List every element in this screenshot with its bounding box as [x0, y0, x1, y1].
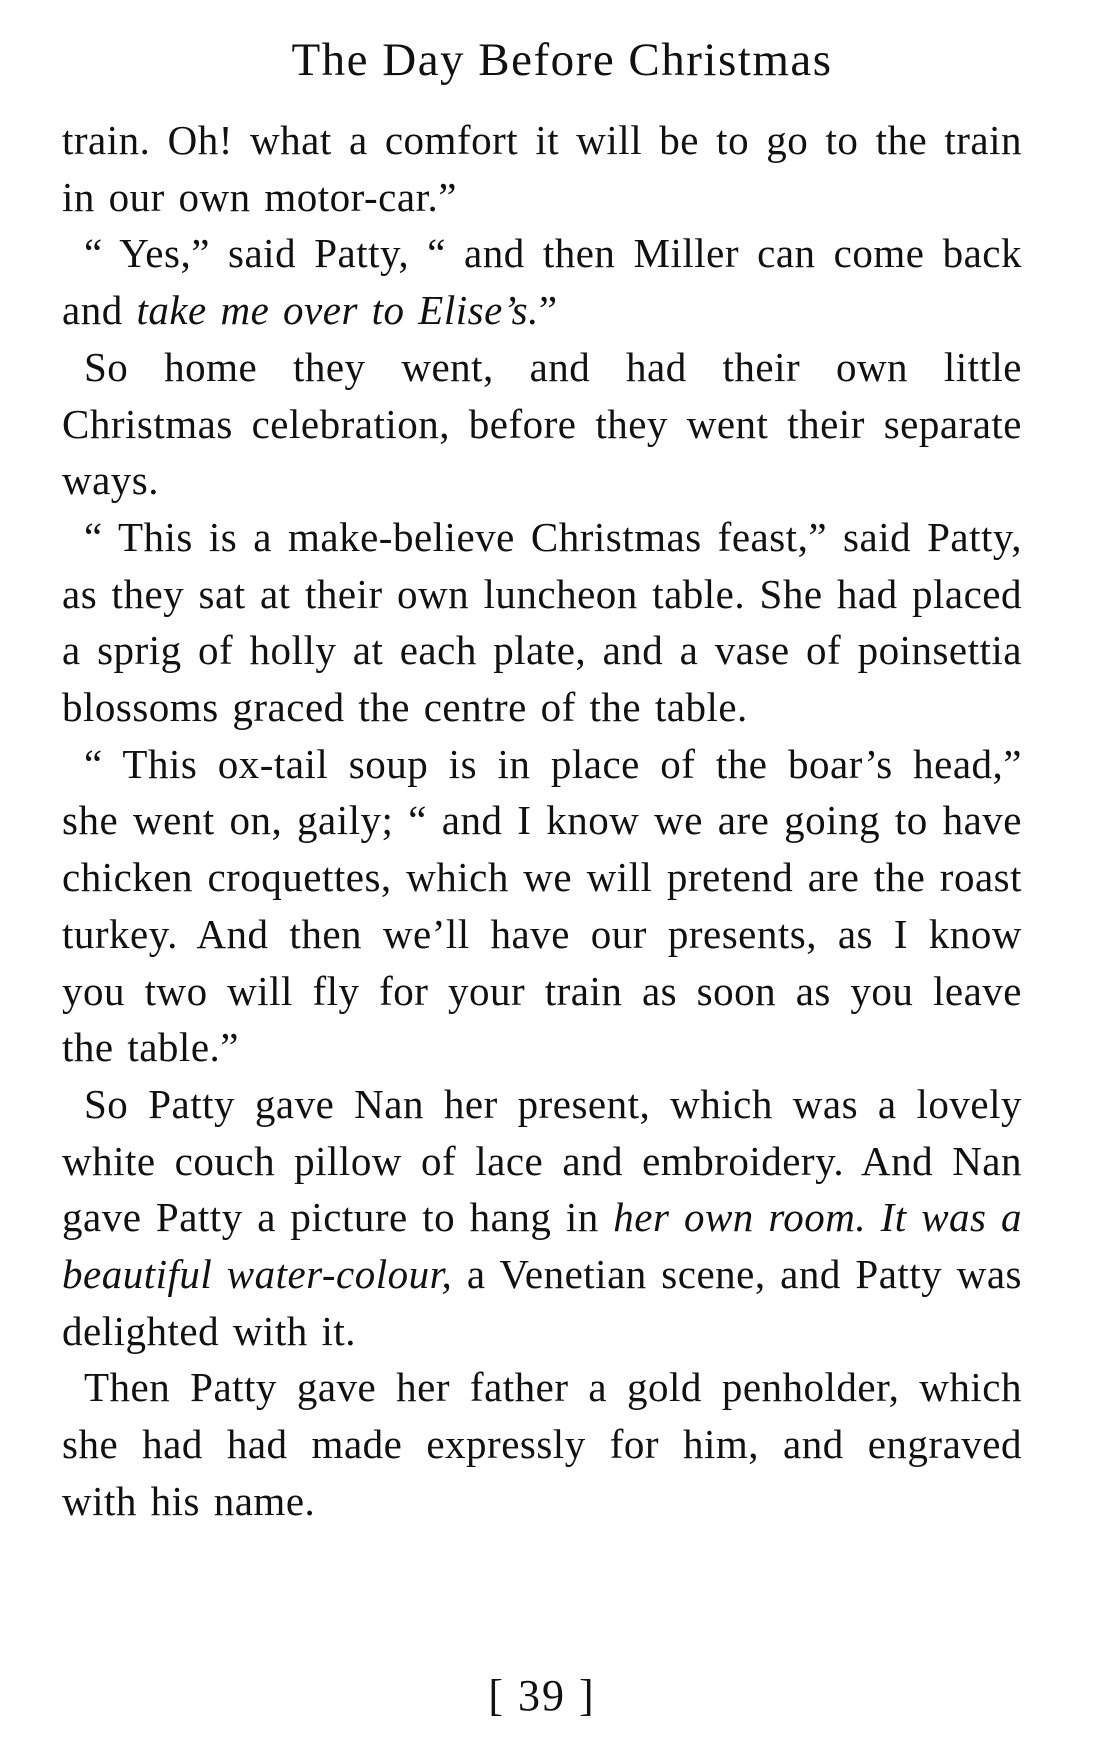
paragraph-7: Then Patty gave her father a gold penholder, which she had had made expressly for him, and engraved with his name. [62, 1364, 1022, 1524]
paragraph-6-italic-text: her own room. It was a beautiful water-colour, [62, 1194, 1023, 1298]
paragraph-2-italic-text: take me over to Elise’s. [136, 287, 539, 334]
paragraph-6 [62, 1076, 1022, 1360]
body-text [62, 112, 1022, 1530]
paragraph-2 [62, 225, 1022, 338]
page-number: [ 39 ] [488, 1671, 596, 1720]
book-page [62, 30, 1022, 1730]
paragraph-2-closing: ” [538, 287, 558, 334]
paragraph-6-closing: a Venetian scene, and Patty was delighted with it. [62, 1251, 1022, 1354]
paragraph-1: train. Oh! what a comfort it will be to go to the train in our own motor-car.” [62, 117, 1022, 220]
paragraph-5: “ This ox-tail soup is in place of the boar’s head,” she went on, gaily; “ and I know we are going to have chicken croquettes, which we will pretend are the roast turkey. And then we’ll have our presents, as I know you two will fly for your train as soon as you leave the table.” [62, 740, 1022, 1071]
paragraph-2-text: “ Yes,” said Patty, “ and then Miller can come back and [62, 230, 1022, 334]
paragraph-6-text: So Patty gave Nan her present, which was a lovely white couch pillow of lace and embroidery. And Nan gave Patty a picture to hang in [62, 1080, 1022, 1241]
paragraph-3: So home they went, and had their own little Christmas celebration, before they went their separate ways. [62, 343, 1022, 504]
running-title: The Day Before Christmas [291, 34, 833, 86]
paragraph-4: “ This is a make-believe Christmas feast,” said Patty, as they sat at their own luncheon table. She had placed a sprig of holly at each plate, and a vase of poinsettia blossoms graced the centre of the table. [62, 513, 1022, 731]
